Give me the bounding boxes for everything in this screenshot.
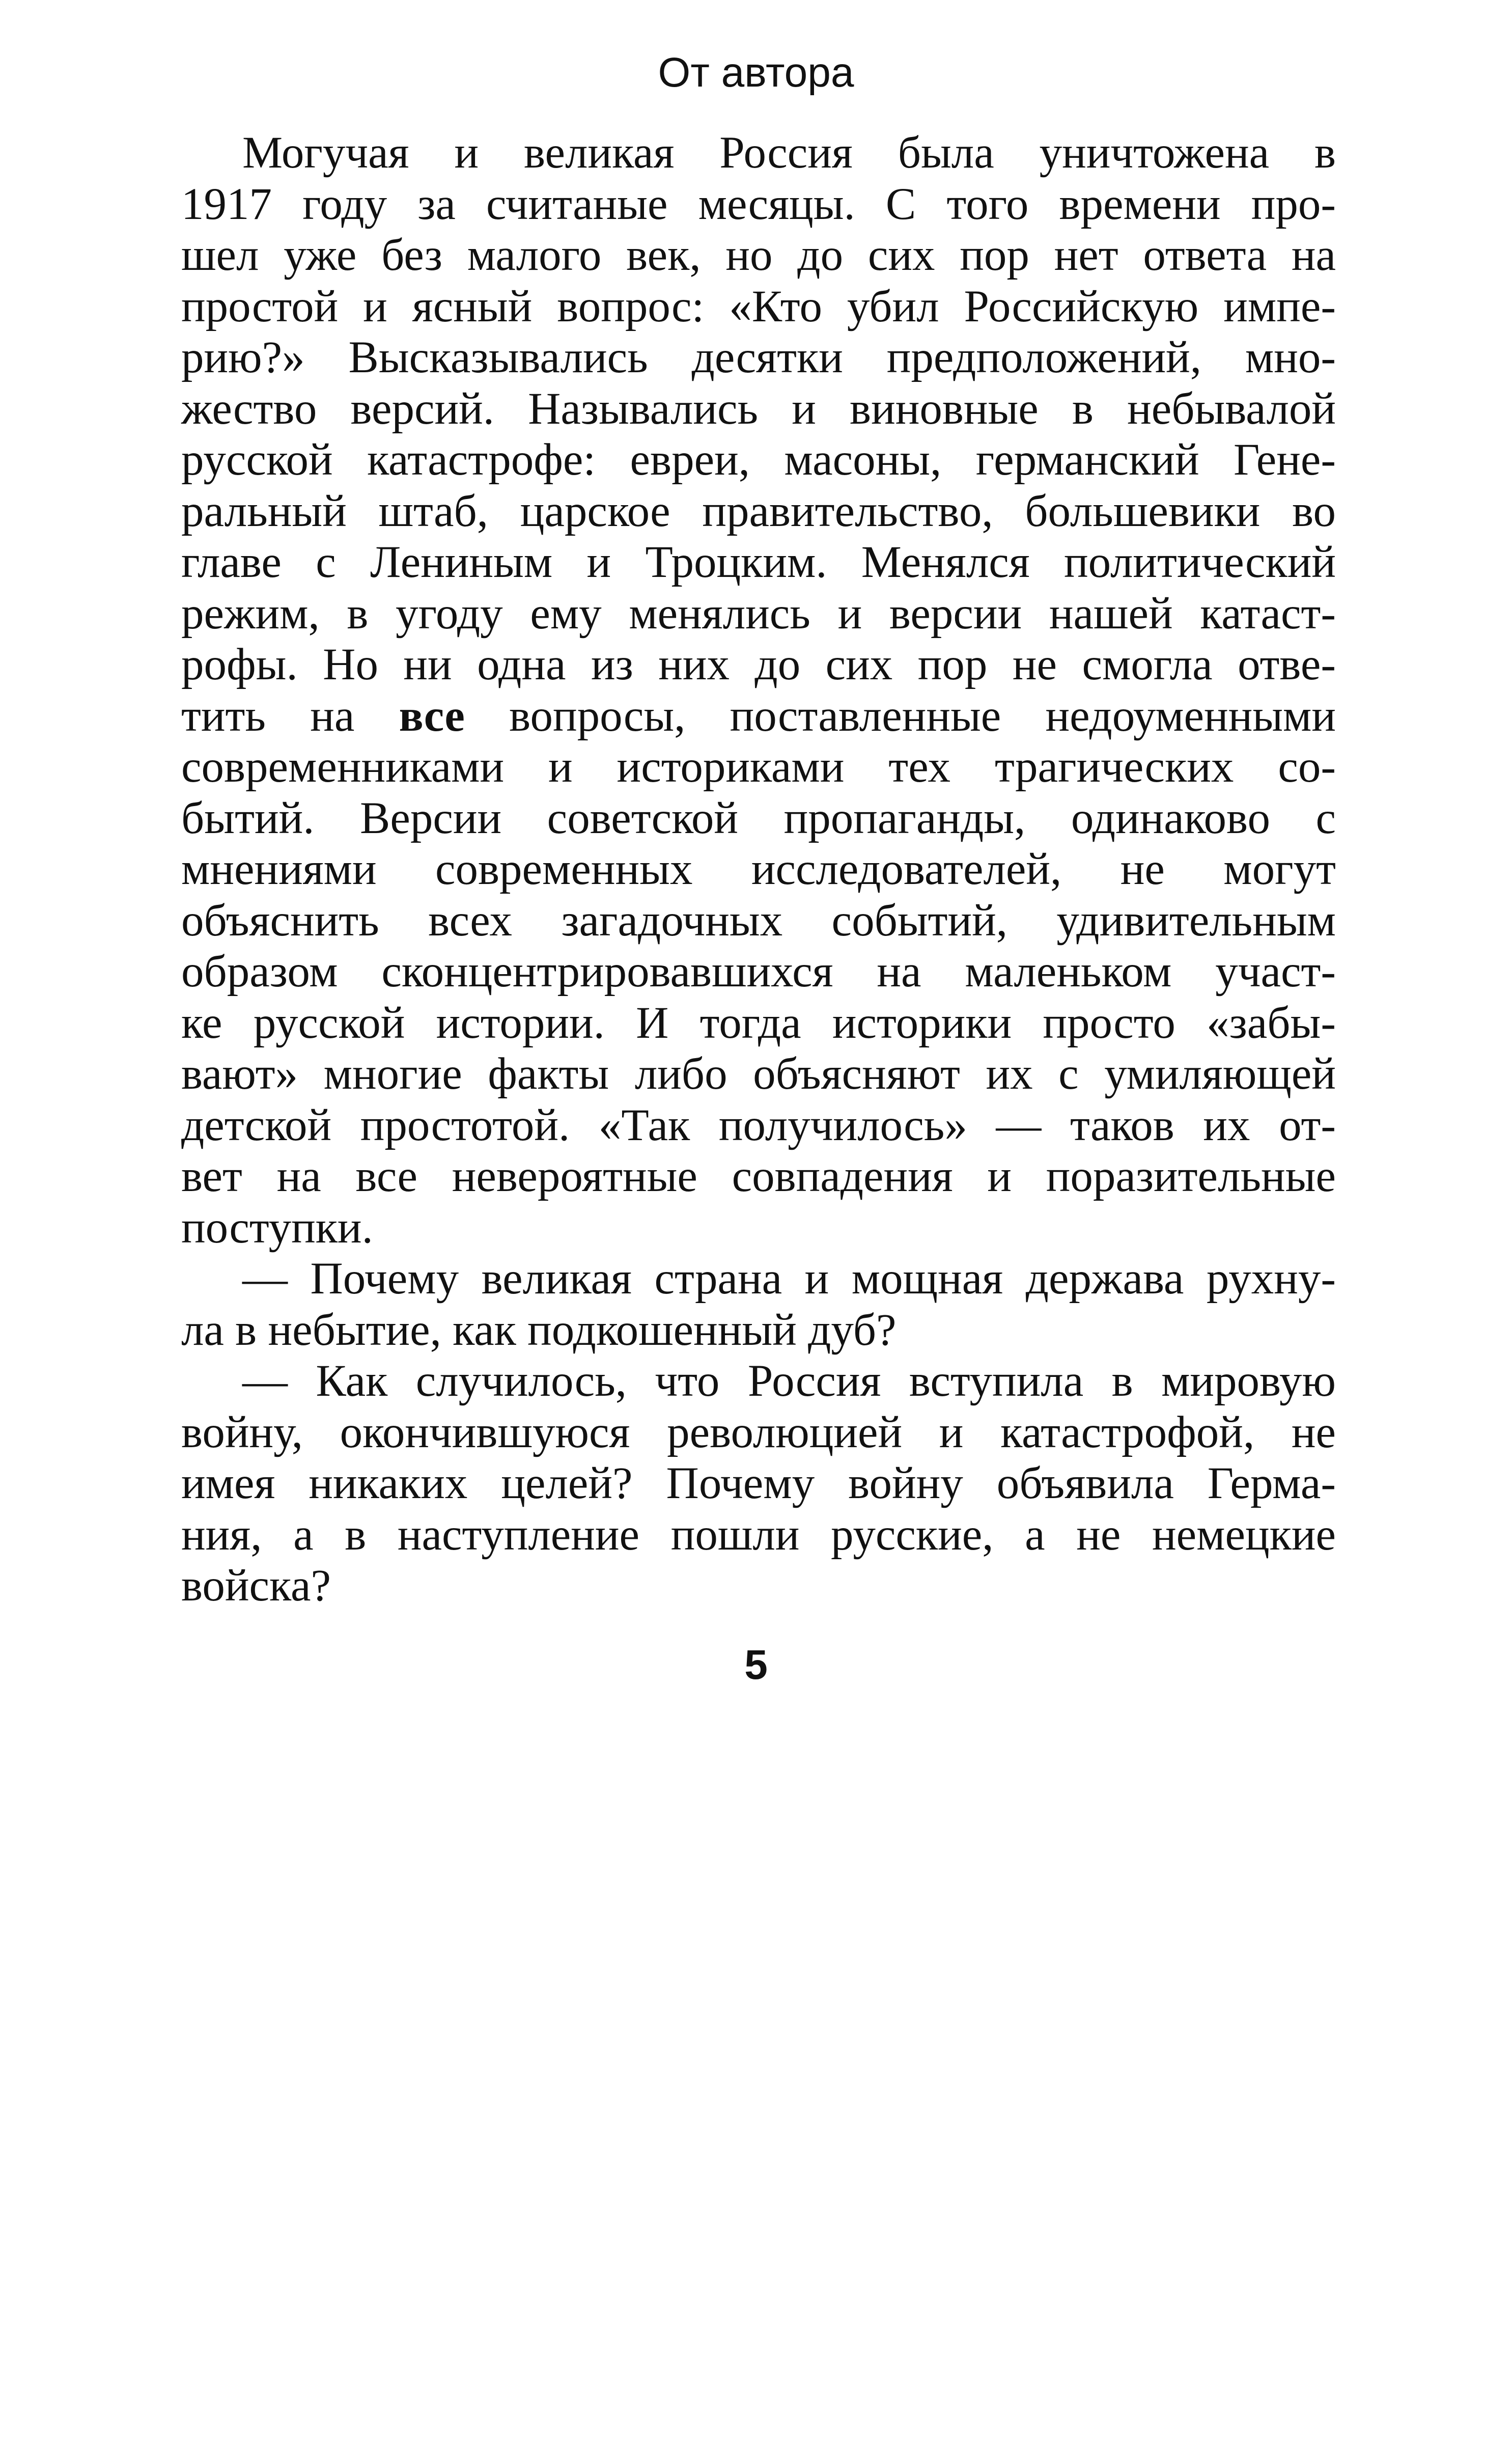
text-line: детской простотой. «Так получилось» — таков их от- [181, 1100, 1336, 1150]
body-text [181, 127, 1336, 1612]
page-title: От автора [658, 49, 854, 96]
text-line: рофы. Но ни одна из них до сих пор не смогла отве- [181, 640, 1336, 689]
text-line: войну, окончившуюся революцией и катастрофой, не [181, 1407, 1336, 1457]
text-line: вают» многие факты либо объясняют их с умиляющей [181, 1049, 1336, 1099]
paragraph-1 [181, 127, 1336, 1253]
page-number: 5 [744, 1642, 768, 1688]
text-line: вет на все невероятные совпадения и поразительные [181, 1151, 1336, 1201]
text-line: войска? [181, 1561, 331, 1611]
text-line: Могучая и великая Россия была уничтожена в [242, 128, 1336, 178]
text-line: поступки. [181, 1202, 373, 1253]
text-line: ния, а в наступление пошли русские, а не немецкие [181, 1509, 1336, 1560]
bold-word: все [399, 690, 465, 741]
text-line: жество версий. Назывались и виновные в небывалой [181, 383, 1336, 434]
text-segment: вопросы, поставленные недоуменными [464, 690, 1336, 741]
text-line: 1917 году за считаные месяцы. С того времени про- [181, 179, 1336, 229]
text-line: бытий. Версии советской пропаганды, одинаково с [181, 793, 1336, 843]
text-line: шел уже без малого век, но до сих пор нет ответа на [181, 230, 1336, 280]
text-line: ральный штаб, царское правительство, большевики во [181, 486, 1336, 536]
text-line: режим, в угоду ему менялись и версии нашей катаст- [181, 588, 1336, 639]
text-line [181, 690, 1336, 742]
text-line: объяснить всех загадочных событий, удивительным [181, 895, 1336, 946]
paragraph-2 [181, 1253, 1336, 1356]
text-line: рию?» Высказывались десятки предположений, мно- [181, 333, 1336, 382]
text-line: — Как случилось, что Россия вступила в мировую [242, 1356, 1336, 1406]
text-line: мнениями современных исследователей, не могут [181, 844, 1336, 894]
text-line: ке русской истории. И тогда историки просто «забы- [181, 998, 1336, 1048]
text-line: главе с Лениным и Троцким. Менялся политический [181, 537, 1336, 587]
paragraph-3 [181, 1356, 1336, 1612]
text-line: имея никаких целей? Почему войну объявила Герма- [181, 1458, 1336, 1508]
text-line: русской катастрофе: евреи, масоны, германский Гене- [181, 435, 1336, 485]
text-line: образом сконцентрировавшихся на маленьком участ- [181, 947, 1336, 997]
text-line: — Почему великая страна и мощная держава рухну- [242, 1254, 1336, 1304]
text-line: ла в небытие, как подкошенный дуб? [181, 1305, 897, 1355]
text-line: современниками и историками тех трагических со- [181, 742, 1336, 792]
text-line: простой и ясный вопрос: «Кто убил Российскую импе- [181, 281, 1336, 331]
text-segment: тить на [181, 690, 399, 741]
